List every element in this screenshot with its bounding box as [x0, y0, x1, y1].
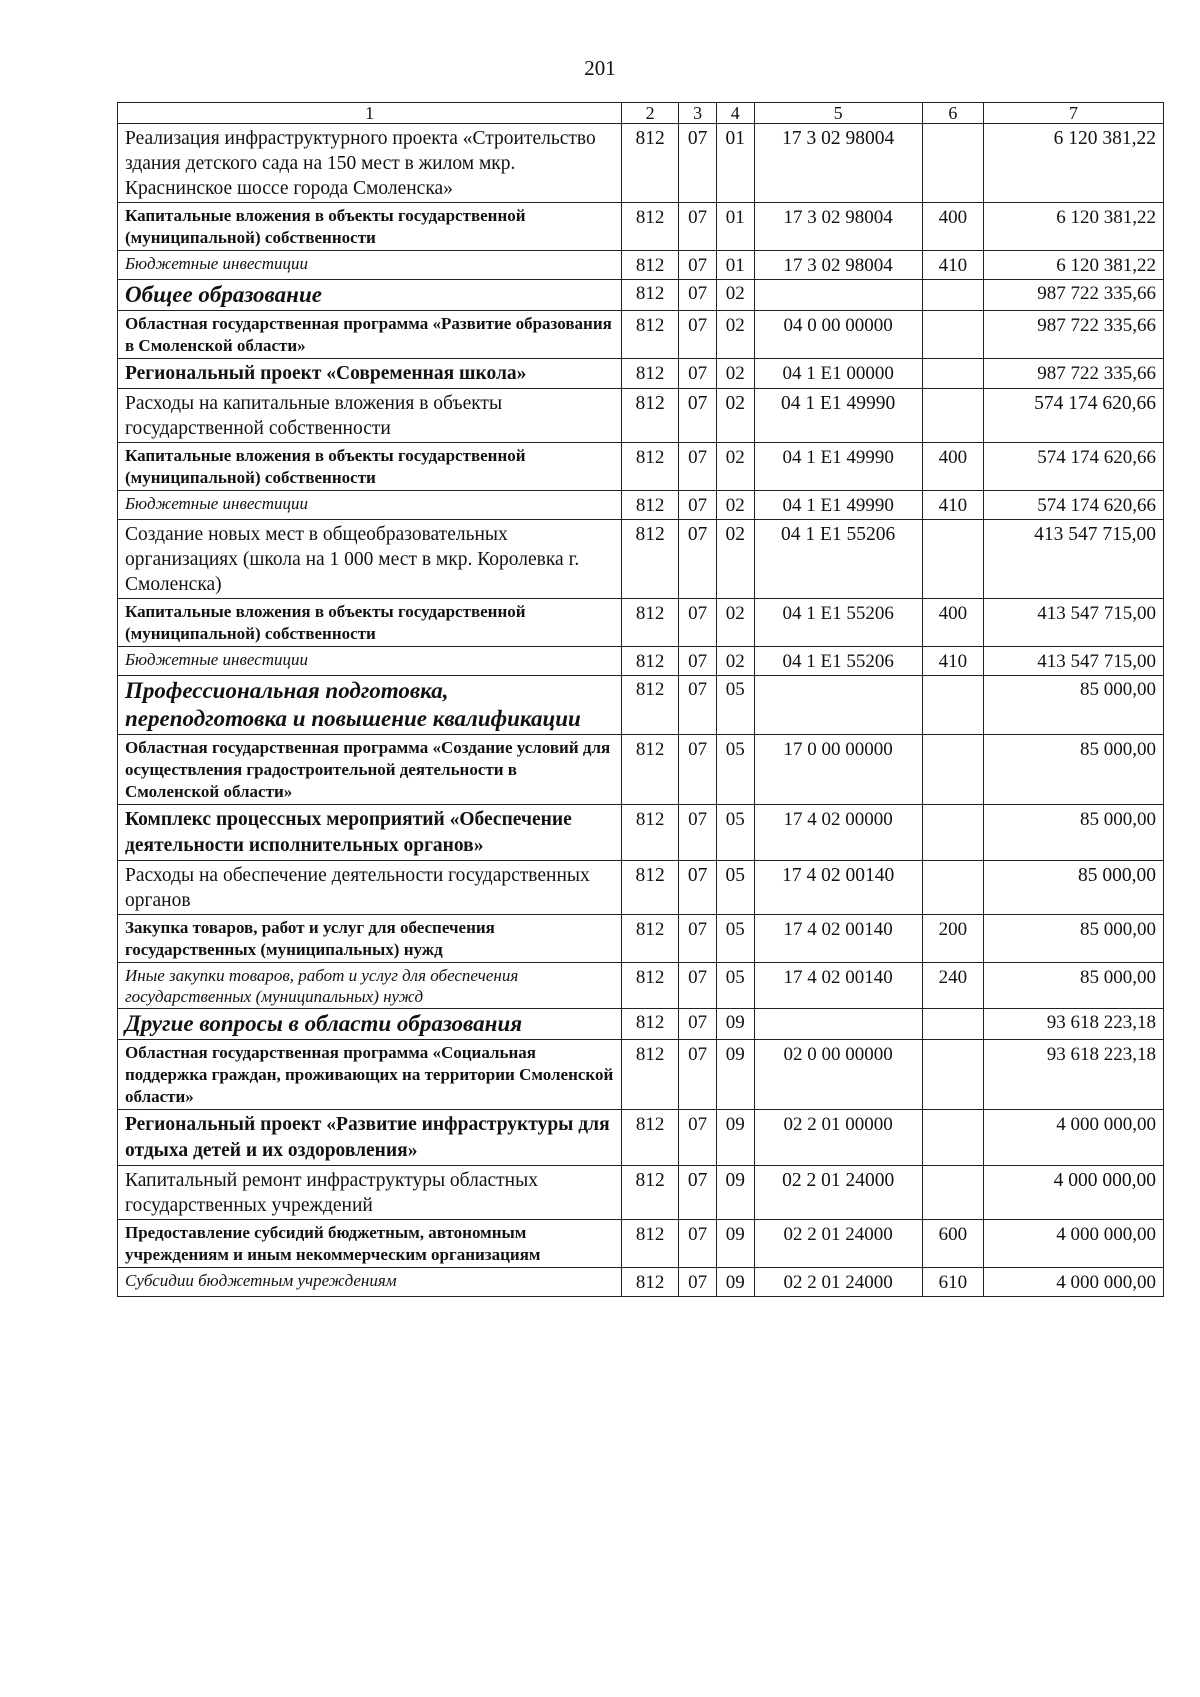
amount-cell: 6 120 381,22: [984, 124, 1164, 203]
amount-cell: 85 000,00: [984, 915, 1164, 963]
target-article-cell: 17 3 02 98004: [754, 203, 922, 251]
ministry-code-cell: 812: [622, 124, 679, 203]
expense-type-cell: [922, 735, 983, 805]
expense-name-cell: Областная государственная программа «Создание условий для осуществления градостроительной деятельности в Смоленской области»: [118, 735, 622, 805]
table-row: [118, 1268, 1164, 1297]
expense-type-cell: 410: [922, 251, 983, 280]
expense-name-cell: Комплекс процессных мероприятий «Обеспечение деятельности исполнительных органов»: [118, 805, 622, 861]
expense-name-cell: Другие вопросы в области образования: [118, 1009, 622, 1040]
amount-cell: 987 722 335,66: [984, 280, 1164, 311]
expense-name-cell: Общее образование: [118, 280, 622, 311]
expense-name-cell: Предоставление субсидий бюджетным, автономным учреждениям и иным некоммерческим организациям: [118, 1220, 622, 1268]
amount-cell: 6 120 381,22: [984, 203, 1164, 251]
table-row: [118, 915, 1164, 963]
table-row: [118, 1009, 1164, 1040]
amount-cell: 4 000 000,00: [984, 1220, 1164, 1268]
expense-name-cell: Региональный проект «Развитие инфраструктуры для отдыха детей и их оздоровления»: [118, 1110, 622, 1166]
expense-type-cell: [922, 311, 983, 359]
table-row: [118, 1110, 1164, 1166]
ministry-code-cell: 812: [622, 1009, 679, 1040]
expense-name-cell: Субсидии бюджетным учреждениям: [118, 1268, 622, 1297]
subsection-code-cell: 09: [716, 1220, 754, 1268]
subsection-code-cell: 09: [716, 1009, 754, 1040]
expense-type-cell: [922, 389, 983, 443]
ministry-code-cell: 812: [622, 599, 679, 647]
target-article-cell: 02 2 01 24000: [754, 1220, 922, 1268]
target-article-cell: 02 2 01 24000: [754, 1268, 922, 1297]
expense-type-cell: 400: [922, 443, 983, 491]
expense-name-cell: Областная государственная программа «Развитие образования в Смоленской области»: [118, 311, 622, 359]
subsection-code-cell: 01: [716, 124, 754, 203]
ministry-code-cell: 812: [622, 251, 679, 280]
amount-cell: 574 174 620,66: [984, 443, 1164, 491]
table-row: [118, 1166, 1164, 1220]
subsection-code-cell: 05: [716, 805, 754, 861]
ministry-code-cell: 812: [622, 676, 679, 735]
amount-cell: 93 618 223,18: [984, 1009, 1164, 1040]
subsection-code-cell: 02: [716, 443, 754, 491]
expense-type-cell: [922, 1110, 983, 1166]
expense-type-cell: [922, 1040, 983, 1110]
section-code-cell: 07: [679, 359, 717, 389]
amount-cell: 4 000 000,00: [984, 1268, 1164, 1297]
column-number-row: [118, 103, 1164, 124]
expense-type-cell: [922, 280, 983, 311]
amount-cell: 93 618 223,18: [984, 1040, 1164, 1110]
target-article-cell: [754, 676, 922, 735]
section-code-cell: 07: [679, 805, 717, 861]
ministry-code-cell: 812: [622, 280, 679, 311]
table-row: [118, 963, 1164, 1009]
table-row: [118, 805, 1164, 861]
expense-name-cell: Бюджетные инвестиции: [118, 251, 622, 280]
expense-type-cell: [922, 861, 983, 915]
table-row: [118, 647, 1164, 676]
expense-type-cell: 410: [922, 647, 983, 676]
ministry-code-cell: 812: [622, 491, 679, 520]
amount-cell: 987 722 335,66: [984, 311, 1164, 359]
expense-type-cell: [922, 124, 983, 203]
ministry-code-cell: 812: [622, 647, 679, 676]
ministry-code-cell: 812: [622, 443, 679, 491]
ministry-code-cell: 812: [622, 1268, 679, 1297]
subsection-code-cell: 02: [716, 599, 754, 647]
target-article-cell: 17 0 00 00000: [754, 735, 922, 805]
expense-type-cell: [922, 1166, 983, 1220]
section-code-cell: 07: [679, 599, 717, 647]
table-row: [118, 311, 1164, 359]
amount-cell: 85 000,00: [984, 963, 1164, 1009]
column-number: 1: [118, 103, 622, 124]
section-code-cell: 07: [679, 1166, 717, 1220]
expense-type-cell: 200: [922, 915, 983, 963]
section-code-cell: 07: [679, 1040, 717, 1110]
section-code-cell: 07: [679, 311, 717, 359]
expense-name-cell: Капитальный ремонт инфраструктуры областных государственных учреждений: [118, 1166, 622, 1220]
expense-type-cell: 610: [922, 1268, 983, 1297]
amount-cell: 574 174 620,66: [984, 491, 1164, 520]
amount-cell: 85 000,00: [984, 861, 1164, 915]
table-row: [118, 124, 1164, 203]
expense-type-cell: 410: [922, 491, 983, 520]
amount-cell: 574 174 620,66: [984, 389, 1164, 443]
ministry-code-cell: 812: [622, 311, 679, 359]
column-number: 3: [679, 103, 717, 124]
subsection-code-cell: 05: [716, 915, 754, 963]
expense-name-cell: Бюджетные инвестиции: [118, 647, 622, 676]
subsection-code-cell: 02: [716, 520, 754, 599]
expense-type-cell: 400: [922, 203, 983, 251]
ministry-code-cell: 812: [622, 1166, 679, 1220]
target-article-cell: 04 1 E1 49990: [754, 389, 922, 443]
target-article-cell: 02 0 00 00000: [754, 1040, 922, 1110]
column-number: 2: [622, 103, 679, 124]
section-code-cell: 07: [679, 915, 717, 963]
section-code-cell: 07: [679, 251, 717, 280]
section-code-cell: 07: [679, 1268, 717, 1297]
target-article-cell: 04 1 E1 55206: [754, 647, 922, 676]
subsection-code-cell: 01: [716, 203, 754, 251]
column-number: 5: [754, 103, 922, 124]
section-code-cell: 07: [679, 124, 717, 203]
amount-cell: 413 547 715,00: [984, 599, 1164, 647]
section-code-cell: 07: [679, 491, 717, 520]
amount-cell: 987 722 335,66: [984, 359, 1164, 389]
subsection-code-cell: 02: [716, 491, 754, 520]
target-article-cell: 02 2 01 24000: [754, 1166, 922, 1220]
section-code-cell: 07: [679, 1110, 717, 1166]
table-row: [118, 861, 1164, 915]
subsection-code-cell: 02: [716, 389, 754, 443]
expense-type-cell: 600: [922, 1220, 983, 1268]
subsection-code-cell: 09: [716, 1268, 754, 1297]
amount-cell: 85 000,00: [984, 676, 1164, 735]
expense-name-cell: Капитальные вложения в объекты государственной (муниципальной) собственности: [118, 599, 622, 647]
target-article-cell: 04 1 E1 55206: [754, 520, 922, 599]
ministry-code-cell: 812: [622, 805, 679, 861]
ministry-code-cell: 812: [622, 915, 679, 963]
subsection-code-cell: 05: [716, 861, 754, 915]
table-row: [118, 203, 1164, 251]
section-code-cell: 07: [679, 389, 717, 443]
section-code-cell: 07: [679, 735, 717, 805]
expense-type-cell: [922, 359, 983, 389]
ministry-code-cell: 812: [622, 861, 679, 915]
target-article-cell: 04 1 E1 00000: [754, 359, 922, 389]
column-number: 4: [716, 103, 754, 124]
ministry-code-cell: 812: [622, 1040, 679, 1110]
table-row: [118, 1220, 1164, 1268]
amount-cell: 6 120 381,22: [984, 251, 1164, 280]
expense-name-cell: Региональный проект «Современная школа»: [118, 359, 622, 389]
expense-name-cell: Расходы на капитальные вложения в объекты государственной собственности: [118, 389, 622, 443]
subsection-code-cell: 09: [716, 1166, 754, 1220]
expense-name-cell: Областная государственная программа «Социальная поддержка граждан, проживающих на территории Смоленской области»: [118, 1040, 622, 1110]
expense-name-cell: Капитальные вложения в объекты государственной (муниципальной) собственности: [118, 443, 622, 491]
amount-cell: 4 000 000,00: [984, 1110, 1164, 1166]
column-number: 7: [984, 103, 1164, 124]
subsection-code-cell: 02: [716, 311, 754, 359]
section-code-cell: 07: [679, 280, 717, 311]
subsection-code-cell: 02: [716, 647, 754, 676]
target-article-cell: 04 1 E1 49990: [754, 443, 922, 491]
section-code-cell: 07: [679, 963, 717, 1009]
section-code-cell: 07: [679, 676, 717, 735]
expense-type-cell: 240: [922, 963, 983, 1009]
subsection-code-cell: 02: [716, 280, 754, 311]
expense-name-cell: Создание новых мест в общеобразовательных организациях (школа на 1 000 мест в мкр. Королевка г. Смоленска): [118, 520, 622, 599]
table-row: [118, 520, 1164, 599]
table-row: [118, 389, 1164, 443]
target-article-cell: 17 3 02 98004: [754, 124, 922, 203]
target-article-cell: [754, 280, 922, 311]
ministry-code-cell: 812: [622, 389, 679, 443]
amount-cell: 4 000 000,00: [984, 1166, 1164, 1220]
target-article-cell: 02 2 01 00000: [754, 1110, 922, 1166]
ministry-code-cell: 812: [622, 1110, 679, 1166]
section-code-cell: 07: [679, 1009, 717, 1040]
target-article-cell: 17 4 02 00000: [754, 805, 922, 861]
subsection-code-cell: 01: [716, 251, 754, 280]
amount-cell: 413 547 715,00: [984, 647, 1164, 676]
section-code-cell: 07: [679, 1220, 717, 1268]
target-article-cell: [754, 1009, 922, 1040]
page-number: 201: [584, 56, 616, 80]
subsection-code-cell: 05: [716, 735, 754, 805]
amount-cell: 413 547 715,00: [984, 520, 1164, 599]
expense-name-cell: Реализация инфраструктурного проекта «Строительство здания детского сада на 150 мест в жилом мкр. Краснинское шоссе города Смоленска»: [118, 124, 622, 203]
target-article-cell: 17 3 02 98004: [754, 251, 922, 280]
ministry-code-cell: 812: [622, 203, 679, 251]
expense-type-cell: [922, 805, 983, 861]
table-row: [118, 491, 1164, 520]
subsection-code-cell: 05: [716, 963, 754, 1009]
section-code-cell: 07: [679, 520, 717, 599]
expense-name-cell: Бюджетные инвестиции: [118, 491, 622, 520]
ministry-code-cell: 812: [622, 963, 679, 1009]
ministry-code-cell: 812: [622, 735, 679, 805]
target-article-cell: 04 1 E1 49990: [754, 491, 922, 520]
section-code-cell: 07: [679, 443, 717, 491]
amount-cell: 85 000,00: [984, 735, 1164, 805]
expense-type-cell: [922, 676, 983, 735]
section-code-cell: 07: [679, 861, 717, 915]
target-article-cell: 04 0 00 00000: [754, 311, 922, 359]
table-row: [118, 676, 1164, 735]
amount-cell: 85 000,00: [984, 805, 1164, 861]
target-article-cell: 17 4 02 00140: [754, 861, 922, 915]
subsection-code-cell: 09: [716, 1110, 754, 1166]
table-row: [118, 443, 1164, 491]
table-row: [118, 599, 1164, 647]
ministry-code-cell: 812: [622, 359, 679, 389]
table-row: [118, 280, 1164, 311]
expense-name-cell: Закупка товаров, работ и услуг для обеспечения государственных (муниципальных) нужд: [118, 915, 622, 963]
table-row: [118, 359, 1164, 389]
column-number: 6: [922, 103, 983, 124]
expense-type-cell: [922, 520, 983, 599]
subsection-code-cell: 02: [716, 359, 754, 389]
expense-type-cell: 400: [922, 599, 983, 647]
expense-name-cell: Профессиональная подготовка, переподготовка и повышение квалификации: [118, 676, 622, 735]
target-article-cell: 17 4 02 00140: [754, 915, 922, 963]
section-code-cell: 07: [679, 647, 717, 676]
subsection-code-cell: 09: [716, 1040, 754, 1110]
subsection-code-cell: 05: [716, 676, 754, 735]
table-row: [118, 735, 1164, 805]
table-row: [118, 251, 1164, 280]
expense-type-cell: [922, 1009, 983, 1040]
ministry-code-cell: 812: [622, 1220, 679, 1268]
expense-name-cell: Иные закупки товаров, работ и услуг для обеспечения государственных (муниципальных) нужд: [118, 963, 622, 1009]
section-code-cell: 07: [679, 203, 717, 251]
target-article-cell: 04 1 E1 55206: [754, 599, 922, 647]
budget-table: [117, 102, 1164, 1297]
budget-table-body: [118, 103, 1164, 1297]
table-row: [118, 1040, 1164, 1110]
target-article-cell: 17 4 02 00140: [754, 963, 922, 1009]
expense-name-cell: Капитальные вложения в объекты государственной (муниципальной) собственности: [118, 203, 622, 251]
ministry-code-cell: 812: [622, 520, 679, 599]
expense-name-cell: Расходы на обеспечение деятельности государственных органов: [118, 861, 622, 915]
